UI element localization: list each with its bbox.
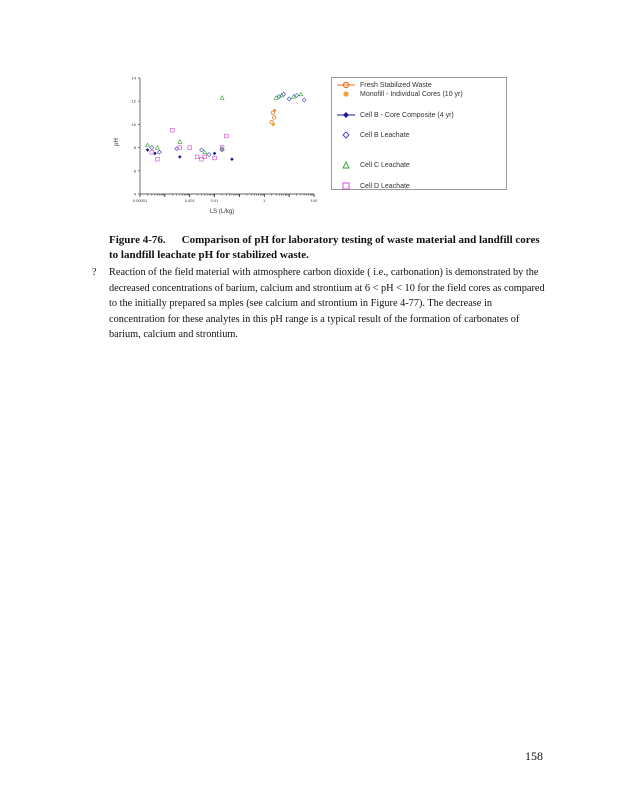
legend-item-cell-b-leachate <box>336 130 409 140</box>
body-paragraph: Reaction of the field material with atmosphere carbon dioxide ( i.e., carbonation) is demonstrated by the decreased concentrations of barium, calcium and strontium at 6 < pH < 10 for the field cores as compared to the initially prepared sa mples (see calcium and strontium in Figure 4-77). The decrease in concentration for these analytes in this pH range is a typical result of the formation of carbonates of barium, calcium and strontium. <box>109 267 545 341</box>
open-diamond-marker-icon <box>336 130 356 140</box>
cell-d-leachate-point <box>225 134 229 138</box>
y-tick-label: 4 <box>133 191 136 197</box>
cell-d-leachate-point <box>188 146 192 150</box>
cell-b-core-composite-point <box>230 157 234 161</box>
cell-b-leachate-point <box>302 98 306 102</box>
cell-b-core-composite-point <box>213 152 217 156</box>
chart-ticks <box>132 76 319 204</box>
x-tick-label: 0.00001 <box>132 198 148 203</box>
cell-c-leachate-point <box>220 96 224 100</box>
monofill-core-point <box>272 123 275 126</box>
y-tick-label: 12 <box>131 98 136 104</box>
filled-circle-marker-icon <box>336 89 356 99</box>
legend-label: Monofill - Individual Cores (10 yr) <box>360 90 463 98</box>
cell-b-leachate-point <box>287 97 291 101</box>
bullet-marker: ? <box>92 267 97 278</box>
cell-c-leachate-point <box>178 140 182 144</box>
monofill-core-point <box>273 109 276 112</box>
chart-legend <box>331 77 507 190</box>
y-tick-label: 10 <box>131 121 136 127</box>
cell-b-leachate-point <box>157 150 161 154</box>
figure-caption-text: Comparison of pH for laboratory testing of waste material and landfill cores to landfill leachate pH for stabilized waste. <box>109 234 540 261</box>
cell-b-leachate-point <box>200 148 204 152</box>
cell-d-leachate-point <box>156 157 160 161</box>
legend-label: Cell B Leachate <box>360 131 410 139</box>
figure-caption <box>109 233 549 263</box>
line-diamond-marker-icon <box>336 110 356 120</box>
cell-c-leachate-point <box>155 146 159 150</box>
legend-label: Cell C Leachate <box>360 161 410 169</box>
y-tick-label: 8 <box>133 145 136 151</box>
x-tick-label: 1 <box>263 198 266 203</box>
legend-item-cell-b-core-composite <box>336 110 454 120</box>
x-axis-label: LS (L/kg) <box>209 209 235 215</box>
x-tick-label: 100 <box>310 198 318 203</box>
legend-label: Fresh Stabilized Waste <box>360 81 432 89</box>
y-tick-label: 14 <box>131 75 136 81</box>
open-square-marker-icon <box>336 181 356 191</box>
cell-b-core-composite-point <box>178 155 182 159</box>
cell-b-leachate-point <box>150 146 154 150</box>
x-tick-label: 0.001 <box>184 198 195 203</box>
cell-c-leachate-point <box>203 150 207 154</box>
cell-d-leachate-point <box>213 156 217 160</box>
y-axis-label: pH <box>114 138 120 146</box>
cell-d-leachate-point <box>195 155 199 159</box>
page-number: 158 <box>525 749 543 763</box>
legend-label: Cell D Leachate <box>360 182 410 190</box>
cell-b-leachate-point <box>207 153 211 157</box>
y-tick-label: 6 <box>133 168 136 174</box>
cell-c-leachate-point <box>299 92 303 96</box>
cell-d-leachate-point <box>150 150 154 154</box>
fresh-stabilized-waste-point <box>272 116 275 119</box>
legend-label: Cell B - Core Composite (4 yr) <box>360 111 454 119</box>
figure-number: Figure 4-76. <box>109 234 166 246</box>
legend-item-cell-c-leachate <box>336 160 410 170</box>
legend-item-monofill-cores <box>336 89 463 99</box>
legend-item-cell-d-leachate <box>336 181 410 191</box>
cell-b-core-composite-point <box>146 148 150 152</box>
cell-c-leachate-point <box>145 143 149 147</box>
open-triangle-marker-icon <box>336 160 356 170</box>
cell-b-leachate-point <box>295 93 299 97</box>
cell-b-leachate-point <box>220 148 224 152</box>
chart-points <box>145 92 306 161</box>
x-tick-label: 0.01 <box>210 198 219 203</box>
cell-c-leachate-point <box>220 147 224 151</box>
cell-d-leachate-point <box>171 128 175 132</box>
chart-axes <box>140 78 314 194</box>
ph-scatter-chart <box>104 70 326 220</box>
